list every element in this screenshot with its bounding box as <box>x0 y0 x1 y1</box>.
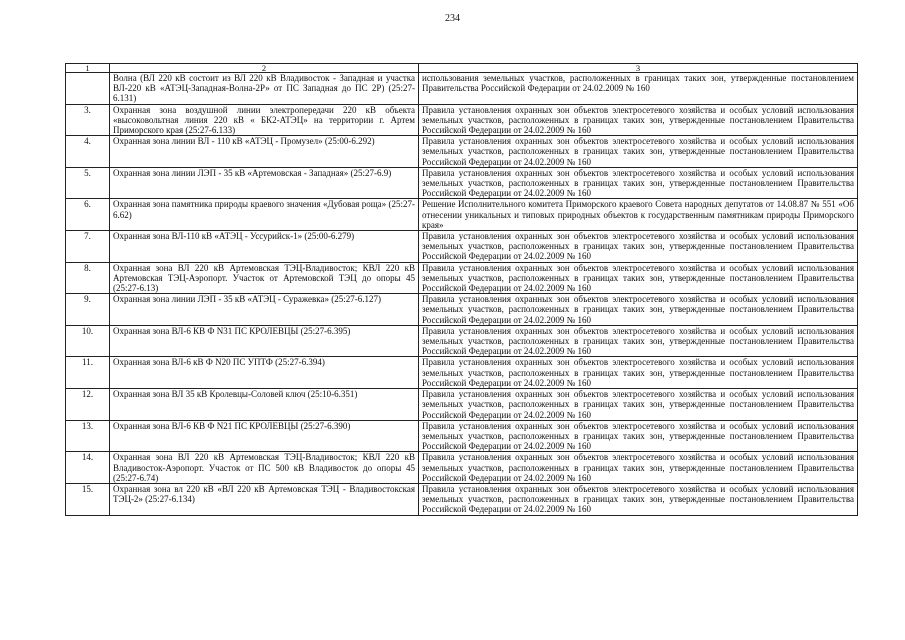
zone-object-name: Охранная зона линии ЛЭП - 35 кВ «АТЭЦ - Суражевка» (25:27-6.127) <box>110 294 419 326</box>
zone-object-name: Охранная зона ВЛ-6 КВ Ф N21 ПС КРОЛЕВЦЫ (25:27-6.390) <box>110 420 419 452</box>
zone-object-name: Охранная зона ВЛ-6 кВ Ф N20 ПС УПТФ (25:27-6.394) <box>110 357 419 389</box>
row-number: 4. <box>66 136 110 168</box>
table-header-row <box>66 64 858 73</box>
table-row <box>66 199 858 231</box>
table-row <box>66 420 858 452</box>
regulatory-document: Правила установления охранных зон объектов электросетевого хозяйства и особых условий использования земельных участков, расположенных в границах таких зон, утвержденные постановлением Правительства Российской Федерации от 24.02.2009 № 160 <box>419 231 858 263</box>
zone-object-name: Охранная зона линии ВЛ - 110 кВ «АТЭЦ - Промузел» (25:00-6.292) <box>110 136 419 168</box>
row-number: 11. <box>66 357 110 389</box>
regulatory-document: Правила установления охранных зон объектов электросетевого хозяйства и особых условий использования земельных участков, расположенных в границах таких зон, утвержденные постановлением Правительства Российской Федерации от 24.02.2009 № 160 <box>419 167 858 199</box>
table-row <box>66 483 858 515</box>
row-number: 9. <box>66 294 110 326</box>
regulatory-document: Правила установления охранных зон объектов электросетевого хозяйства и особых условий использования земельных участков, расположенных в границах таких зон, утвержденные постановлением Правительства Российской Федерации от 24.02.2009 № 160 <box>419 452 858 484</box>
zone-object-name: Волна (ВЛ 220 кВ состоит из ВЛ 220 кВ Владивосток - Западная и участка ВЛ-220 кВ «АТЭЦ-Западная-Волна-2Р» от ПС Западная до ПС 2Р) (25:27-6.131) <box>110 73 419 105</box>
row-number: 8. <box>66 262 110 294</box>
zone-object-name: Охранная зона линии ЛЭП - 35 кВ «Артемовская - Западная» (25:27-6.9) <box>110 167 419 199</box>
regulatory-document: Правила установления охранных зон объектов электросетевого хозяйства и особых условий использования земельных участков, расположенных в границах таких зон, утвержденные постановлением Правительства Российской Федерации от 24.02.2009 № 160 <box>419 104 858 136</box>
table-row <box>66 136 858 168</box>
regulatory-document: Правила установления охранных зон объектов электросетевого хозяйства и особых условий использования земельных участков, расположенных в границах таких зон, утвержденные постановлением Правительства Российской Федерации от 24.02.2009 № 160 <box>419 357 858 389</box>
row-number: 6. <box>66 199 110 231</box>
zone-object-name: Охранная зона ВЛ-110 кВ «АТЭЦ - Уссурийск-1» (25:00-6.279) <box>110 231 419 263</box>
row-number: 3. <box>66 104 110 136</box>
row-number <box>66 73 110 105</box>
table-row <box>66 262 858 294</box>
regulatory-document: Решение Исполнительного комитета Приморского краевого Совета народных депутатов от 14.08.87 № 551 «Об отнесении уникальных и типовых природных объектов к государственным памятникам природы Приморского края» <box>419 199 858 231</box>
zone-object-name: Охранная зона ВЛ 220 кВ Артемовская ТЭЦ-Владивосток; КВЛ 220 кВ Артемовская ТЭЦ-Аэропорт. Участок от Артемовской ТЭЦ до опоры 45 (25:27-6.13) <box>110 262 419 294</box>
table-row <box>66 104 858 136</box>
regulatory-document: Правила установления охранных зон объектов электросетевого хозяйства и особых условий использования земельных участков, расположенных в границах таких зон, утвержденные постановлением Правительства Российской Федерации от 24.02.2009 № 160 <box>419 389 858 421</box>
table-row <box>66 389 858 421</box>
table-row <box>66 325 858 357</box>
regulatory-document: Правила установления охранных зон объектов электросетевого хозяйства и особых условий использования земельных участков, расположенных в границах таких зон, утвержденные постановлением Правительства Российской Федерации от 24.02.2009 № 160 <box>419 420 858 452</box>
zone-object-name: Охранная зона ВЛ 220 кВ Артемовская ТЭЦ-Владивосток; КВЛ 220 кВ Владивосток-Аэропорт. Участок от ПС 500 кВ Владивосток до опоры 45 (25:27-6.74) <box>110 452 419 484</box>
table-row <box>66 294 858 326</box>
table-row <box>66 357 858 389</box>
table-row <box>66 73 858 105</box>
row-number: 15. <box>66 483 110 515</box>
column-header-3: 3 <box>419 64 858 73</box>
zones-table <box>65 63 858 516</box>
regulatory-document: использования земельных участков, расположенных в границах таких зон, утвержденные постановлением Правительства Российской Федерации от 24.02.2009 № 160 <box>419 73 858 105</box>
column-header-2: 2 <box>110 64 419 73</box>
regulatory-document: Правила установления охранных зон объектов электросетевого хозяйства и особых условий использования земельных участков, расположенных в границах таких зон, утвержденные постановлением Правительства Российской Федерации от 24.02.2009 № 160 <box>419 294 858 326</box>
regulatory-document: Правила установления охранных зон объектов электросетевого хозяйства и особых условий использования земельных участков, расположенных в границах таких зон, утвержденные постановлением Правительства Российской Федерации от 24.02.2009 № 160 <box>419 325 858 357</box>
zone-object-name: Охранная зона памятника природы краевого значения «Дубовая роща» (25:27-6.62) <box>110 199 419 231</box>
table-row <box>66 167 858 199</box>
table-row <box>66 231 858 263</box>
regulatory-document: Правила установления охранных зон объектов электросетевого хозяйства и особых условий использования земельных участков, расположенных в границах таких зон, утвержденные постановлением Правительства Российской Федерации от 24.02.2009 № 160 <box>419 262 858 294</box>
row-number: 12. <box>66 389 110 421</box>
table-row <box>66 452 858 484</box>
zone-object-name: Охранная зона вл 220 кВ «ВЛ 220 кВ Артемовская ТЭЦ - Владивостокская ТЭЦ-2» (25:27-6.134) <box>110 483 419 515</box>
row-number: 5. <box>66 167 110 199</box>
row-number: 7. <box>66 231 110 263</box>
zone-object-name: Охранная зона ВЛ-6 КВ Ф N31 ПС КРОЛЕВЦЫ (25:27-6.395) <box>110 325 419 357</box>
page-number: 234 <box>445 13 460 24</box>
zone-object-name: Охранная зона ВЛ 35 кВ Кролевцы-Соловей ключ (25:10-6.351) <box>110 389 419 421</box>
row-number: 10. <box>66 325 110 357</box>
column-header-1: 1 <box>66 64 110 73</box>
regulatory-document: Правила установления охранных зон объектов электросетевого хозяйства и особых условий использования земельных участков, расположенных в границах таких зон, утвержденные постановлением Правительства Российской Федерации от 24.02.2009 № 160 <box>419 483 858 515</box>
row-number: 13. <box>66 420 110 452</box>
row-number: 14. <box>66 452 110 484</box>
regulatory-document: Правила установления охранных зон объектов электросетевого хозяйства и особых условий использования земельных участков, расположенных в границах таких зон, утвержденные постановлением Правительства Российской Федерации от 24.02.2009 № 160 <box>419 136 858 168</box>
zone-object-name: Охранная зона воздушной линии электропередачи 220 кВ объекта «высоковольтная линия 220 кВ « БК2-АТЭЦ» на территории г. Артем Приморского края (25:27-6.133) <box>110 104 419 136</box>
